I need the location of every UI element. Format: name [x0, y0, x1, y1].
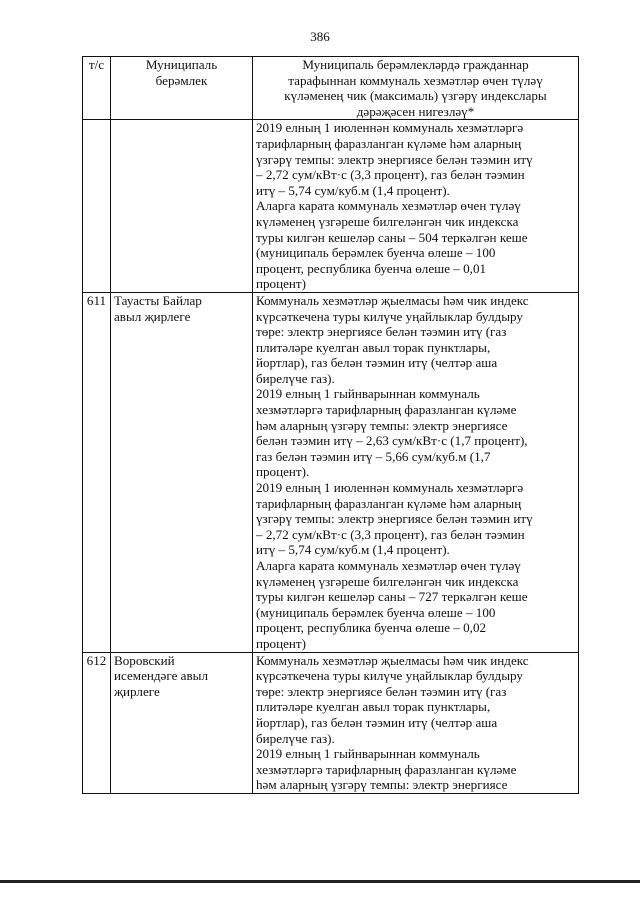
table-row-611 [83, 292, 579, 652]
scan-edge-band [0, 880, 640, 883]
header-indices: Муниципаль берәмлекләрдә гражданнар тарафыннан коммуналь хезмәтләр өчен түләү күләменең чик (максималь) үзгәрү индекслары дәрәҗәсен нигезләү* [253, 57, 579, 120]
paragraph: 2019 елның 1 гыйнварыннан коммуналь хезмәтләргә тарифларның фаразланган күләме һәм аларның үзгәрү темпы: электр энергиясе [256, 746, 517, 793]
page-number: 386 [310, 29, 330, 44]
cell-municipality: Воровский исемендәге авыл җирлеге [111, 652, 253, 793]
cell-municipality: Тауасты Байлар авыл җирлеге [111, 292, 253, 652]
paragraph: Аларга карата коммуналь хезмәтләр өчен түләү күләменең үзгәреше билгеләнгән чик индекска туры килгән кешеләр саны – 504 теркәлгән кеше (муниципаль берәмлек буенча өлеше – 100 процент, республика буенча өлеше – 0,01 процент) [256, 198, 528, 292]
paragraph: 2019 елның 1 гыйнварыннан коммуналь хезмәтләргә тарифларның фаразланган күләме һәм аларның үзгәрү темпы: электр энергиясе белән тәэмин итү – 2,63 сум/кВт·с (1,7 процент), газ белән тәэмин итү – 5,66 сум/куб.м (1,7 процент). [256, 386, 528, 480]
header-municipality: Муниципаль берәмлек [111, 57, 253, 120]
tariff-index-table [82, 56, 579, 794]
paragraph: 2019 елның 1 июленнән коммуналь хезмәтләргә тарифларның фаразланган күләме һәм аларның үзгәрү темпы: электр энергиясе белән тәэмин итү – 2,72 сум/кВт·с (3,3 процент), газ белән тәэмин итү – 5,74 сум/куб.м (1,4 процент). [256, 120, 533, 198]
cell-num [83, 120, 111, 293]
header-num: т/с [83, 57, 111, 120]
table-row-612 [83, 652, 579, 793]
cell-municipality [111, 120, 253, 293]
paragraph: Аларга карата коммуналь хезмәтләр өчен түләү күләменең үзгәреше билгеләнгән чик индекска туры килгән кешеләр саны – 727 теркәлгән кеше (муниципаль берәмлек буенча өлеше – 100 процент, республика буенча өлеше – 0,02 процент) [256, 558, 528, 651]
cell-num: 611 [83, 292, 111, 652]
cell-description [253, 292, 579, 652]
table-row-continuation [83, 120, 579, 293]
cell-description [253, 652, 579, 793]
cell-num: 612 [83, 652, 111, 793]
table-header-row [83, 57, 579, 120]
cell-description [253, 120, 579, 293]
paragraph: Коммуналь хезмәтләр җыелмасы һәм чик индекс күрсәткечена туры килүче уңайлыклар булдыру төре: электр энергиясе белән тәэмин итү (газ плитәләре куелган авыл торак пунктлары, йортлар), газ белән тәэмин итү (челтәр аша бирелүче газ). [256, 652, 529, 746]
paragraph: 2019 елның 1 июленнән коммуналь хезмәтләргә тарифларның фаразланган күләме һәм аларның үзгәрү темпы: электр энергиясе белән тәэмин итү – 2,72 сум/кВт·с (3,3 процент), газ белән тәэмин итү – 5,74 сум/куб.м (1,4 процент). [256, 480, 533, 558]
paragraph: Коммуналь хезмәтләр җыелмасы һәм чик индекс күрсәткечена туры килүче уңайлыклар булдыру төре: электр энергиясе белән тәэмин итү (газ плитәләре куелган авыл торак пунктлары, йортлар), газ белән тәэмин итү (челтәр аша бирелүче газ). [256, 292, 529, 386]
